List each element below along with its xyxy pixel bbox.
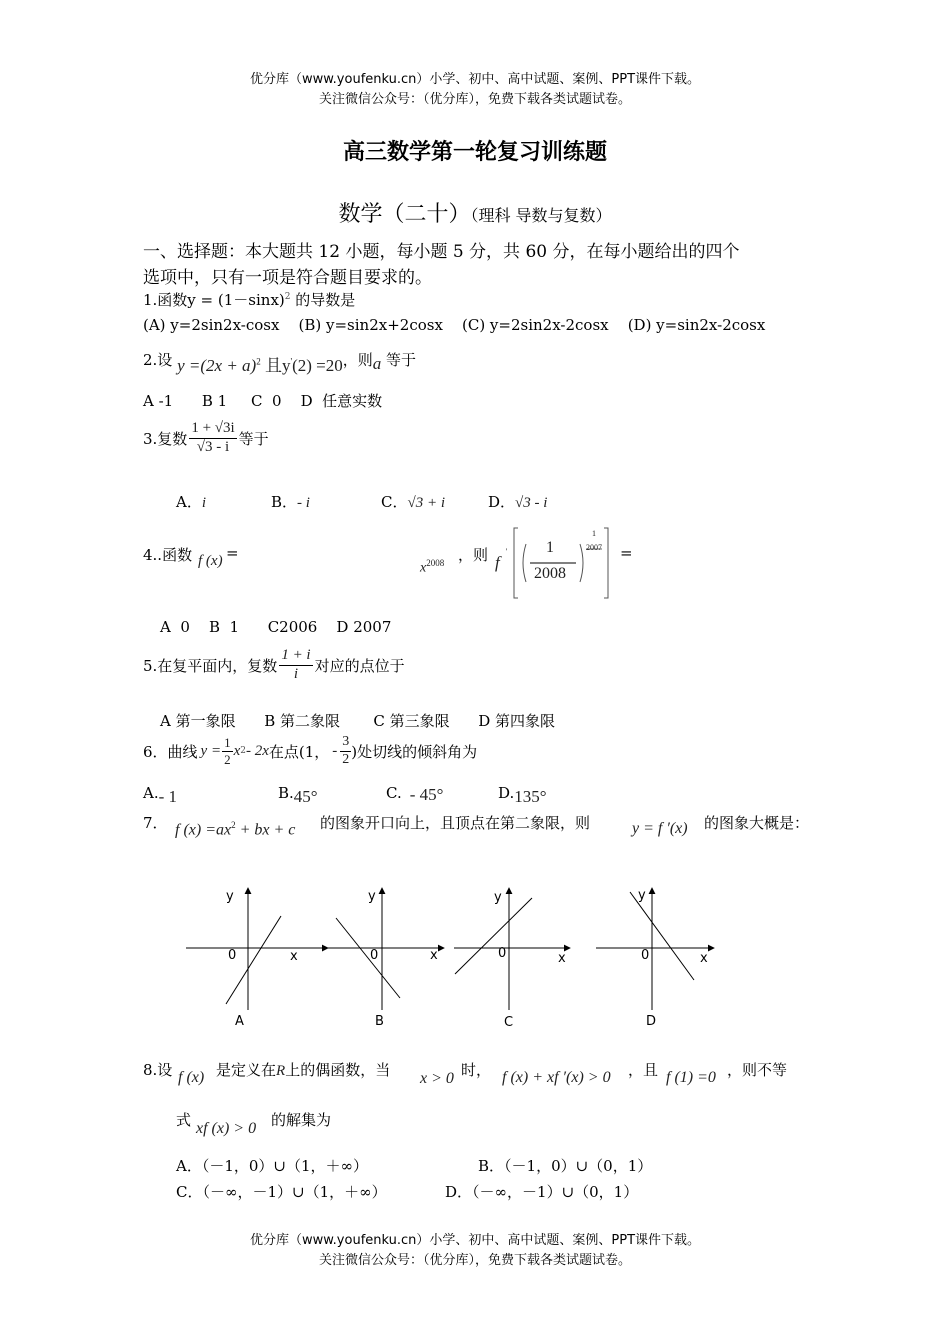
- subtitle: [0, 197, 950, 228]
- q3-frac-num: 1 + √3i: [189, 421, 236, 439]
- graph-b-origin-label: 0: [370, 948, 379, 963]
- q8-num: 8.设: [143, 1061, 173, 1079]
- graph-b: [326, 888, 444, 1010]
- q8-t1-text: 是定义在: [216, 1061, 277, 1079]
- graph-a-y-label: y: [226, 889, 234, 904]
- q7-num: 7．: [143, 814, 168, 832]
- header-line-2: 关注微信公众号：（优分库），免费下载各类试题试卷。: [318, 92, 631, 107]
- q1-stem-b: 的导数是: [290, 291, 356, 309]
- q3-opt-a-value: i: [201, 495, 207, 511]
- q8-t5: ，则不等: [727, 1061, 788, 1079]
- q6-opt-a-label: A.: [143, 784, 159, 802]
- q8-t7: 的解集为: [271, 1111, 332, 1129]
- q3-opt-c-value: √3 + i: [407, 495, 446, 511]
- graph-b-line: [336, 918, 400, 998]
- q4-frac-num: 1: [546, 539, 554, 556]
- graph-a: [186, 888, 328, 1010]
- q4-options: A 0 B 1 C2006 D 2007: [160, 618, 392, 636]
- q1-options: (A) y=2sin2x-cosx (B) y=sin2x+2cosx (C) y=2sin2x-2cosx (D) y=sin2x-2cosx: [143, 316, 766, 334]
- q5-options: A 第一象限 B 第二象限 C 第三象限 D 第四象限: [160, 712, 556, 730]
- q4-then: ，则: [458, 546, 489, 564]
- q3-opt-c: [381, 491, 445, 512]
- subtitle-main: 数学（二十）: [338, 202, 471, 227]
- q4-fprime: ': [505, 547, 507, 556]
- q4-f: f: [495, 553, 500, 572]
- q3-opt-d-value: √3 - i: [515, 495, 548, 511]
- q6-half: [222, 736, 233, 766]
- q8-opt-c: C．（－∞，－1）∪（1，＋∞）: [176, 1183, 387, 1201]
- q5-frac-den: i: [293, 665, 299, 682]
- q8-ineq2: xf (x) > 0: [196, 1120, 257, 1137]
- q6-stem-c: )处切线的倾斜角为: [351, 742, 478, 761]
- q8-f1: f (1) =0: [666, 1069, 716, 1086]
- q8-t4: ，且: [628, 1061, 659, 1079]
- q3-num: 3.复数: [143, 429, 188, 448]
- footer-line-2: 关注微信公众号：（优分库），免费下载各类试题试卷。: [318, 1253, 631, 1268]
- graph-b-label: B: [375, 1014, 384, 1029]
- q2-tail-b: 等于: [381, 351, 417, 369]
- q6-stem-b: 在点(1，: [268, 742, 330, 761]
- q2-options: A -1 B 1 C 0 D 任意实数: [143, 392, 383, 410]
- q3-frac-den: √3 - i: [196, 438, 230, 455]
- q2-tail-a: ，则: [342, 351, 373, 369]
- footer-line-1: 优分库（www.youfenku.cn）小学、初中、高中试题、案例、PPT课件下载。: [249, 1233, 701, 1248]
- q6-half-den: 2: [224, 751, 231, 767]
- graph-c-x-label: x: [558, 951, 566, 966]
- q1-stem-a: 1.函数y = (1－sinx): [143, 291, 285, 309]
- graph-d-y-label: y: [638, 888, 646, 903]
- q8-opt-d: D．（－∞，－1）∪（0，1）: [445, 1183, 639, 1201]
- q3-opt-d-label: D．: [488, 493, 516, 511]
- q1-stem: [143, 289, 355, 310]
- q4-eq: =: [226, 544, 239, 562]
- header-line-1: 优分库（www.youfenku.cn）小学、初中、高中试题、案例、PPT课件下载。: [249, 72, 701, 87]
- q8-R: R: [276, 1063, 286, 1079]
- q7-expr-a: f (x) =ax: [175, 821, 232, 839]
- graph-b-y-label: y: [368, 889, 376, 904]
- graph-c-origin-label: 0: [498, 946, 507, 961]
- q6-opt-a: [143, 783, 178, 806]
- q7-tail: 的图象大概是：: [704, 814, 810, 832]
- q3-fraction: [189, 421, 236, 456]
- q5-stem-a: 5.在复平面内，复数: [143, 656, 278, 675]
- graph-c-label: C: [504, 1015, 514, 1030]
- q2-prime: ': [290, 356, 293, 367]
- q7-expr: [175, 820, 295, 839]
- q2-expr-b: 且y: [260, 356, 291, 375]
- q4-num: 4..函数: [143, 546, 193, 564]
- q6-point-den: 2: [342, 751, 350, 767]
- q6-opt-c-value: - 45°: [409, 785, 444, 804]
- q4-xpow: [420, 558, 444, 577]
- q8-fx: f (x): [178, 1069, 205, 1086]
- q6-opt-c: [386, 783, 443, 803]
- q6-neg: -: [332, 742, 338, 759]
- q6-half-num: 1: [224, 735, 231, 751]
- q4-exp-num: 1: [592, 529, 596, 538]
- q3-opt-b-value: - i: [297, 495, 310, 511]
- graph-d-origin-label: 0: [641, 948, 650, 963]
- q6-point-frac: [340, 735, 351, 767]
- graph-a-x-label: x: [290, 949, 298, 964]
- section-line-1: 一、选择题：本大题共 12 小题，每小题 5 分，共 60 分，在每小题给出的四个: [143, 242, 740, 262]
- q8-ineq: f (x) + xf ′(x) > 0: [502, 1069, 611, 1086]
- graph-d-x-label: x: [700, 951, 708, 966]
- q6-opt-d-label: D.: [498, 784, 515, 802]
- q6-x: x: [233, 742, 241, 759]
- q3-opt-c-label: C．: [381, 493, 408, 511]
- q6-sup: 2: [240, 746, 246, 757]
- section-line-2: 选项中，只有一项是符合题目要求的。: [143, 268, 432, 288]
- q6-stem: [143, 735, 477, 767]
- q8-t3: 时，: [461, 1061, 492, 1079]
- q1-sup: 2: [284, 292, 291, 302]
- q5-stem-b: 对应的点位于: [314, 656, 405, 675]
- q8-t1: [216, 1059, 390, 1080]
- q3-opt-a: [176, 491, 206, 512]
- q3-stem: [143, 421, 269, 456]
- q3-opt-b: [271, 491, 310, 512]
- graph-c-line: [455, 898, 532, 974]
- q8-t6: 式: [176, 1111, 192, 1129]
- q2-stem: [143, 345, 417, 375]
- q3-tail: 等于: [238, 429, 269, 448]
- subtitle-note: （理科 导数与复数）: [470, 206, 612, 225]
- q4-xsup: 2008: [426, 558, 445, 568]
- q4-frac-den: 2008: [534, 565, 566, 582]
- q2-var: a: [372, 354, 382, 373]
- q8-opt-a: A．（－1，0）∪（1，＋∞）: [176, 1157, 369, 1175]
- q8-opt-b: B．（－1，0）∪（0，1）: [478, 1157, 653, 1175]
- graph-d: [596, 888, 714, 1010]
- q7-mid: 的图象开口向上，且顶点在第二象限，则: [320, 814, 591, 832]
- q4-right-bracket: [604, 528, 608, 598]
- q4-left-paren: [523, 544, 526, 582]
- q6-opt-b: [278, 783, 318, 806]
- graph-a-label: A: [235, 1014, 244, 1029]
- q5-fraction: [279, 648, 312, 683]
- q4-exp-den: 2007: [586, 543, 602, 552]
- graph-c-y-label: y: [494, 890, 502, 905]
- q3-opt-b-label: B．: [271, 493, 298, 511]
- q6-opt-b-value: 45°: [293, 787, 318, 806]
- q8-t2-text: 上的偶函数，当: [285, 1061, 391, 1079]
- q2-expr: [177, 356, 343, 375]
- q2-num: 2.设: [143, 351, 173, 369]
- q2-sup: 2: [256, 356, 261, 367]
- graph-c: [454, 888, 570, 1010]
- page-title: 高三数学第一轮复习训练题: [342, 140, 607, 165]
- q2-expr-a: y =(2x + a): [177, 356, 257, 375]
- q3-opt-d: [488, 491, 547, 512]
- graph-a-origin-label: 0: [228, 948, 237, 963]
- q4-x: x: [420, 560, 427, 576]
- q6-y-eq: y =: [200, 742, 222, 759]
- q8-cond: x > 0: [420, 1070, 454, 1087]
- q2-expr-c: (2) =20: [292, 356, 343, 375]
- q4-fx: f (x): [198, 553, 223, 569]
- q5-frac-num: 1 + i: [279, 648, 312, 666]
- q6-minus: - 2x: [245, 742, 269, 759]
- q7-sup: 2: [231, 820, 236, 830]
- q5-stem: [143, 648, 405, 683]
- q6-opt-a-value: - 1: [158, 787, 178, 806]
- q6-point-num: 3: [340, 735, 351, 752]
- q4-equals: =: [620, 544, 633, 562]
- graph-b-x-label: x: [430, 948, 438, 963]
- q7-expr2: y = f ′(x): [632, 820, 688, 837]
- q4-left-bracket: [514, 528, 518, 598]
- graph-d-line: [630, 892, 694, 980]
- q6-opt-d: [498, 783, 547, 806]
- q6-opt-b-label: B.: [278, 784, 294, 802]
- q6-opt-c-label: C.: [386, 784, 402, 802]
- graph-d-label: D: [646, 1014, 657, 1029]
- q6-stem-a: 6．曲线: [143, 742, 198, 761]
- q3-opt-a-label: A．: [176, 493, 202, 511]
- q7-expr-b: + bx + c: [235, 821, 296, 839]
- q6-opt-d-value: 135°: [514, 787, 547, 806]
